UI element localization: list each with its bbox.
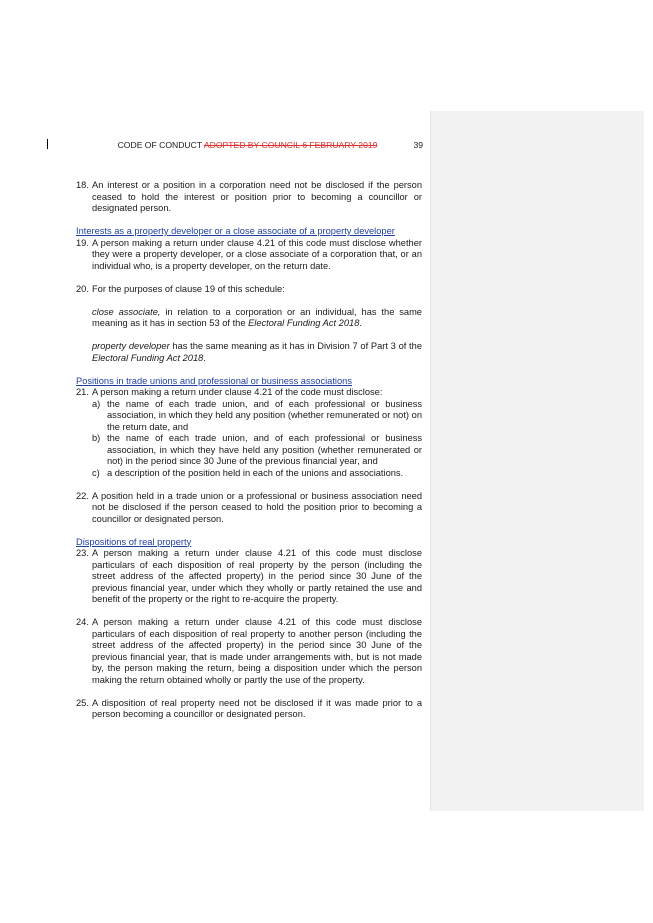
sub-item-a xyxy=(92,399,422,434)
sub-item-text: the name of each trade union, and of each professional or business association, in which they held any position (whether remunerated or not) on the return date, and xyxy=(107,398,422,432)
clause-text: For the purposes of clause 19 of this schedule: xyxy=(92,283,285,294)
definition-end: . xyxy=(203,352,206,363)
definition-close-associate xyxy=(92,307,422,330)
clause-number: 20. xyxy=(76,283,89,294)
sub-item-c xyxy=(92,468,422,480)
clause-number: 25. xyxy=(76,697,89,708)
clause-22 xyxy=(76,491,422,526)
section-heading-unions: Positions in trade unions and professional or business associations xyxy=(76,375,352,386)
clause-25 xyxy=(76,698,422,721)
definition-property-developer xyxy=(92,341,422,364)
sub-item-label: a) xyxy=(92,398,101,409)
header-title-text: CODE OF CONDUCT xyxy=(117,140,202,150)
definition-text: in relation to a corporation or an individual, has the same meaning as it has in section 53 of the xyxy=(92,306,422,328)
clause-text: A person making a return under clause 4.21 of this code must disclose whether they were a property developer, or a close associate of a corporation that, or an individual who, is a property developer, on the return date. xyxy=(92,237,422,271)
clause-23 xyxy=(76,548,422,606)
section-heading-developer: Interests as a property developer or a close associate of a property developer xyxy=(76,226,395,236)
sub-item-b xyxy=(92,433,422,468)
clause-19 xyxy=(76,238,422,273)
clause-20 xyxy=(76,284,422,296)
clause-number: 24. xyxy=(76,617,89,627)
clause-text: A person making a return under clause 4.21 of the code must disclose: xyxy=(92,387,383,397)
header-deleted-text: ADOPTED BY COUNCIL 6 FEBRUARY 2019 xyxy=(203,140,378,150)
clause-text: A person making a return under clause 4.21 of this code must disclose particulars of each disposition of real property by the person (including the street address of the affected property) in the period since 30 June of the previous financial year, under which they wholly or partly retained the use and benefit of the property or the right to re-acquire the property. xyxy=(92,548,422,604)
act-name: Electoral Funding Act 2018 xyxy=(248,318,360,328)
clause-text: A disposition of real property need not be disclosed if it was made prior to a person becoming a councillor or designated person. xyxy=(92,697,422,719)
act-name: Electoral Funding Act 2018 xyxy=(92,352,204,363)
section-heading-disposals: Dispositions of real property xyxy=(76,536,192,547)
clause-number: 18. xyxy=(76,180,89,190)
definition-term: close associate, xyxy=(92,306,161,317)
sub-item-label: b) xyxy=(92,433,101,443)
definition-text: has the same meaning as it has in Division 7 of Part 3 of the xyxy=(169,341,422,351)
sub-item-text: a description of the position held in each of the unions and associations. xyxy=(107,467,404,478)
clause-number: 22. xyxy=(76,490,89,501)
definition-end: . xyxy=(359,318,362,328)
sub-item-text: the name of each trade union, and of each professional or business association, in which they have held any position (whether remunerated or not) in the period since 30 June of the previous financial year, and xyxy=(107,433,422,466)
document-body xyxy=(76,180,422,721)
header-title xyxy=(75,140,420,150)
clause-number: 19. xyxy=(76,237,89,248)
clause-number: 23. xyxy=(76,548,89,558)
clause-text: A person making a return under clause 4.21 of this code must disclose particulars of each disposition of real property to another person (including the street address of the affected property) in the period since 30 June of the previous financial year, that is made under arrangements with, but is not made by, the person making the return, being a disposition under which the person making the return obtained wholly or partly the use of the property. xyxy=(92,617,422,685)
change-bar xyxy=(47,139,48,149)
sub-item-label: c) xyxy=(92,467,100,478)
clause-24 xyxy=(76,617,422,686)
clause-21 xyxy=(76,387,422,399)
clause-text: A position held in a trade union or a professional or business association need not be disclosed if the person ceased to hold the position prior to becoming a councillor or designated person. xyxy=(92,490,422,524)
clause-18 xyxy=(76,180,422,215)
clause-number: 21. xyxy=(76,387,89,397)
comment-pane xyxy=(430,111,644,811)
page-number: 39 xyxy=(413,140,423,150)
definition-term: property developer xyxy=(92,341,170,351)
clause-text: An interest or a position in a corporation need not be disclosed if the person ceased to hold the interest or position prior to becoming a councillor or designated person. xyxy=(92,180,422,213)
